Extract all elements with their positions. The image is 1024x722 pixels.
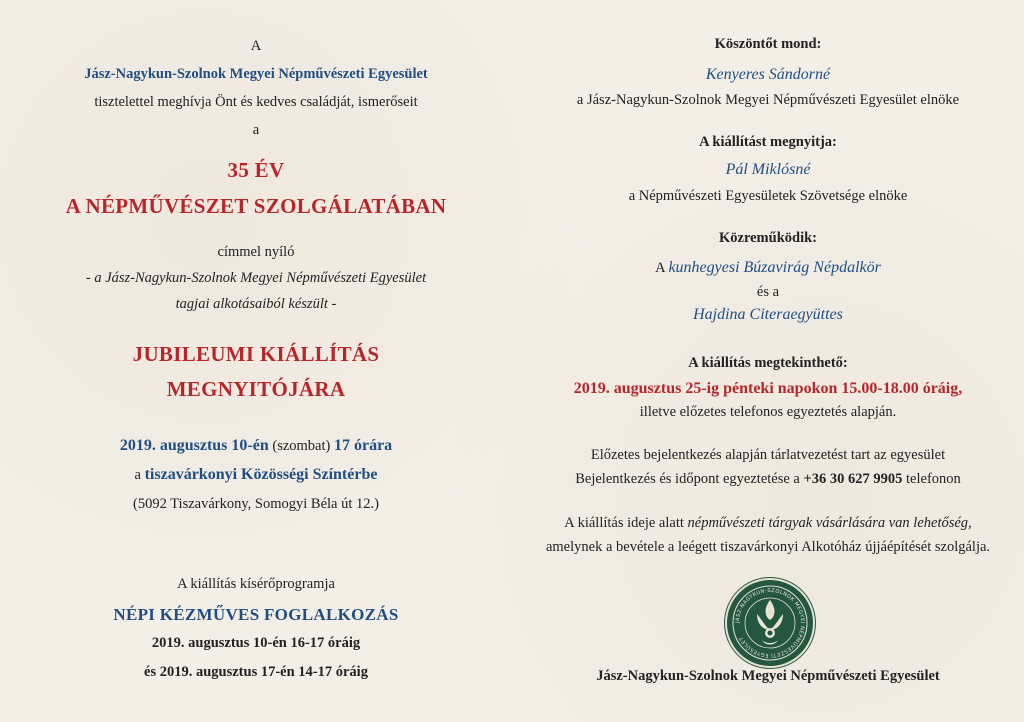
opening-label: A kiállítást megnyitja: <box>699 134 837 150</box>
titled-text: címmel nyíló <box>217 244 295 260</box>
subtitle-line-2: tagjai alkotásaiból készült - <box>175 296 337 312</box>
cooperation-label: Közreműködik: <box>718 230 818 246</box>
sale-line-2: amelynek a bevétele a leégett tiszavárkonyi Alkotóház újjáépítését szolgálja. <box>545 539 991 555</box>
event-date-main: 2019. augusztus 10-én <box>119 437 269 454</box>
cooperation-group-2: Hajdina Citeraegyüttes <box>693 306 843 323</box>
booking-text <box>512 471 1024 488</box>
sale-emphasis: népművészeti tárgyak vásárlására van lehetőség, <box>687 515 972 531</box>
program-date-2: és 2019. augusztus 17-én 14-17 óráig <box>144 664 368 680</box>
title-jubilee: JUBILEUMI KIÁLLÍTÁS <box>132 342 380 366</box>
booking-suffix: telefonon <box>906 471 961 487</box>
greeting-label: Köszöntőt mond: <box>714 36 822 52</box>
viewing-dates: 2019. augusztus 25-ig pénteki napokon 15.00-18.00 óráig, <box>573 380 963 397</box>
sale-line-1 <box>512 515 1024 532</box>
event-day: (szombat) <box>272 438 331 454</box>
cooperation-group-1: kunhegyesi Búzavirág Népdalkör <box>668 259 881 276</box>
greeting-role: a Jász-Nagykun-Szolnok Megyei Népművészeti Egyesület elnöke <box>576 92 960 108</box>
venue-address: (5092 Tiszavárkony, Somogyi Béla út 12.) <box>133 496 379 512</box>
phone-number: +36 30 627 9905 <box>803 471 903 487</box>
venue-name: tiszavárkonyi Közösségi Színtérbe <box>144 466 378 483</box>
event-time: 17 órára <box>333 437 393 454</box>
title-opening: MEGNYITÓJÁRA <box>166 377 346 401</box>
invite-text: tisztelettel meghívja Önt és kedves családját, ismerőseit <box>94 94 418 110</box>
opening-speaker: Pál Miklósné <box>725 161 811 178</box>
footer-organization: Jász-Nagykun-Szolnok Megyei Népművészeti Egyesület <box>596 668 940 684</box>
viewing-label: A kiállítás megtekinthető: <box>688 355 848 371</box>
title-years: 35 ÉV <box>227 158 285 182</box>
logo-ring-text: JÁSZ-NAGYKUN-SZOLNOK MEGYEI NÉPMŰVÉSZETI EGYESÜLET <box>734 587 806 659</box>
folk-flower-emblem-icon <box>727 580 813 666</box>
event-venue <box>0 466 512 484</box>
cooperation-prefix: A <box>655 260 665 276</box>
cooperation-and: és a <box>756 284 780 300</box>
greeting-speaker: Kenyeres Sándorné <box>705 66 831 83</box>
venue-prefix: a <box>134 467 141 483</box>
association-logo <box>725 578 815 668</box>
event-date <box>0 437 512 455</box>
booking-prefix: Bejelentkezés és időpont egyeztetése a <box>575 471 800 487</box>
title-service: A NÉPMŰVÉSZET SZOLGÁLATÁBAN <box>65 194 447 218</box>
organization-name: Jász-Nagykun-Szolnok Megyei Népművészeti Egyesület <box>84 66 428 82</box>
intro-a: A <box>250 38 262 54</box>
program-date-1: 2019. augusztus 10-én 16-17 óráig <box>151 635 361 651</box>
subtitle-line-1: - a Jász-Nagykun-Szolnok Megyei Népművészeti Egyesület <box>85 270 427 286</box>
sale-prefix: A kiállítás ideje alatt <box>564 515 684 531</box>
program-title: NÉPI KÉZMŰVES FOGLALKOZÁS <box>113 605 399 624</box>
intro-a-2: a <box>252 122 260 138</box>
cooperation-group-1-line <box>512 259 1024 277</box>
opening-role: a Népművészeti Egyesületek Szövetsége elnöke <box>628 188 908 204</box>
viewing-note: illetve előzetes telefonos egyeztetés alapján. <box>639 404 897 420</box>
program-intro: A kiállítás kísérőprogramja <box>177 576 335 592</box>
guided-tour-text: Előzetes bejelentkezés alapján tárlatvezetést tart az egyesület <box>590 447 946 463</box>
